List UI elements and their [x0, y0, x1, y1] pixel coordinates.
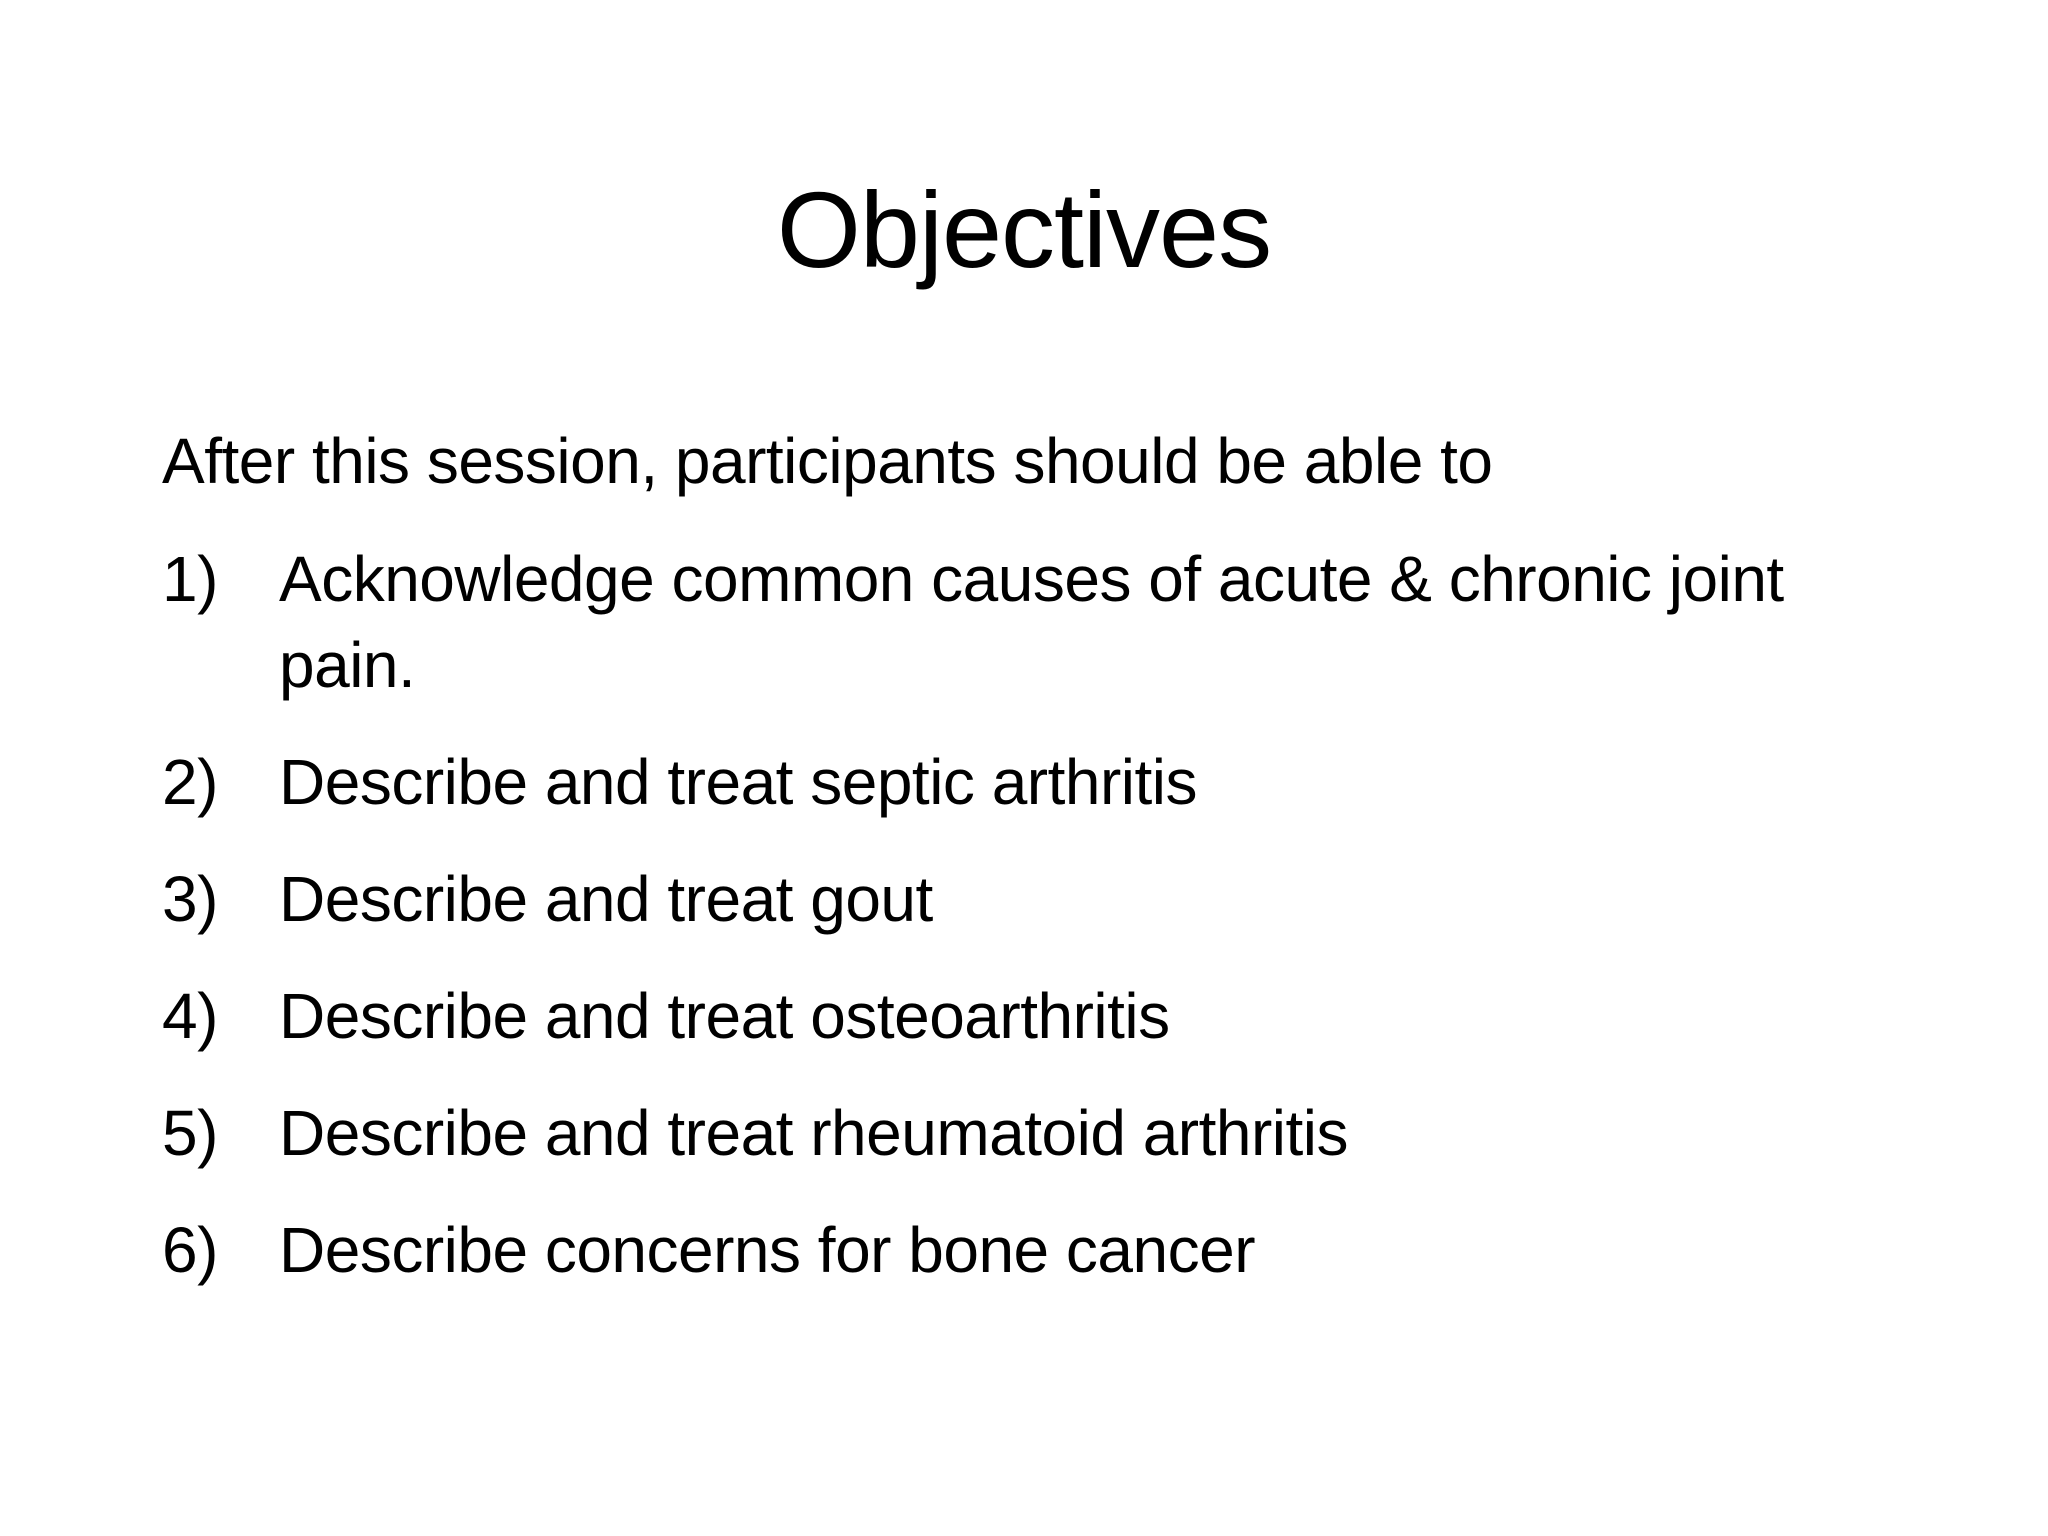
item-text: Acknowledge common causes of acute & chronic joint pain. [279, 543, 1784, 701]
objectives-list [162, 536, 1922, 1293]
intro-text: After this session, participants should be able to [162, 425, 1493, 497]
item-text: Describe and treat rheumatoid arthritis [279, 1097, 1348, 1169]
item-number: 5) [162, 1097, 218, 1169]
slide-content [162, 418, 1922, 1324]
item-number: 1) [162, 543, 218, 615]
list-item [162, 1090, 1922, 1176]
item-text: Describe concerns for bone cancer [279, 1214, 1255, 1286]
list-item [162, 536, 1922, 708]
list-item [162, 1207, 1922, 1293]
item-number: 2) [162, 746, 218, 818]
slide-title: Objectives [776, 169, 1272, 290]
item-number: 3) [162, 863, 218, 935]
list-item [162, 973, 1922, 1059]
item-text: Describe and treat osteoarthritis [279, 980, 1170, 1052]
item-text: Describe and treat septic arthritis [279, 746, 1197, 818]
list-item [162, 739, 1922, 825]
list-item [162, 856, 1922, 942]
item-number: 4) [162, 980, 218, 1052]
item-text: Describe and treat gout [279, 863, 933, 935]
item-number: 6) [162, 1214, 218, 1286]
